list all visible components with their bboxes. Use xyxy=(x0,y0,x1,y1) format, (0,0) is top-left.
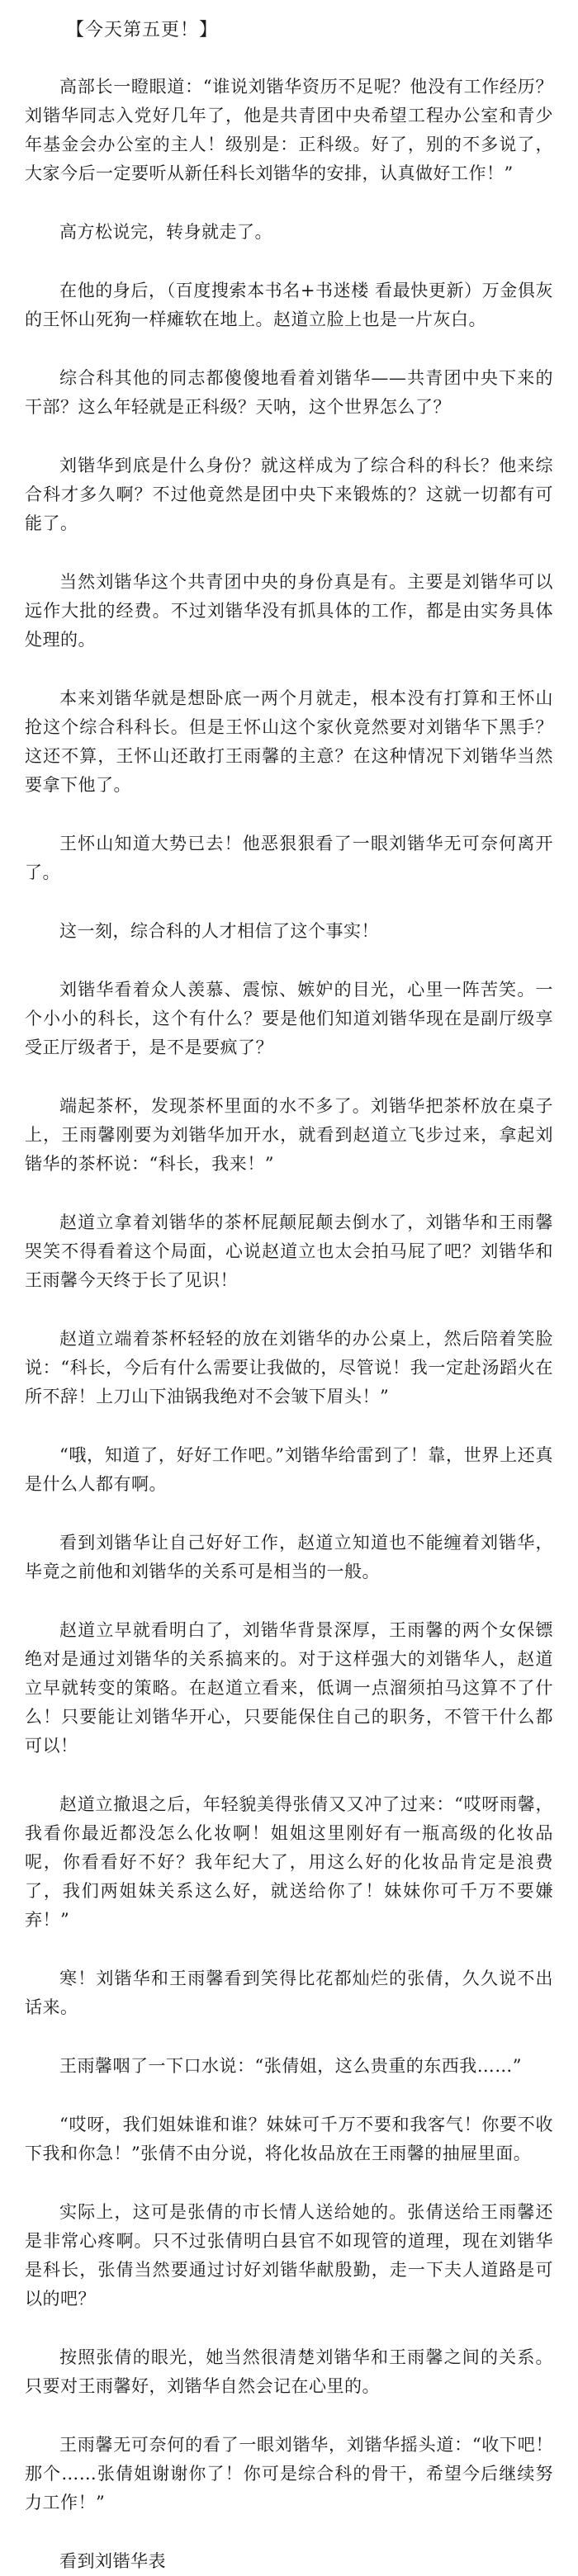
paragraph: 实际上，这可是张倩的市长情人送给她的。张倩送给王雨馨还是非常心疼啊。只不过张倩明白县官不如现管的道理，现在刘锴华是科长，张倩当然要通过讨好刘锴华献殷勤，走一下夫人道路是可以的吧？ xyxy=(25,2202,553,2309)
paragraph: 按照张倩的眼光，她当然很清楚刘锴华和王雨馨之间的关系。只要对王雨馨好，刘锴华自然会记在心里的。 xyxy=(25,2347,553,2396)
paragraph: 在他的身后，（百度搜索本书名+书迷楼 看最快更新）万金俱灰的王怀山死狗一样瘫软在地上。赵道立脸上也是一片灰白。 xyxy=(25,281,553,329)
paragraph: 高部长一瞪眼道：“谁说刘锴华资历不足呢？他没有工作经历？刘锴华同志入党好几年了，他是共青团中央希望工程办公室和青少年基金会办公室的主人！级别是：正科级。好了，别的不多说了，大家今后一定要听从新任科长刘锴华的安排，认真做好工作！” xyxy=(25,77,553,183)
paragraph: 看到刘锴华表 xyxy=(59,2551,166,2571)
chapter-title: 【今天第五更！】 xyxy=(66,20,219,40)
paragraph: 端起茶杯，发现茶杯里面的水不多了。刘锴华把茶杯放在桌子上，王雨馨刚要为刘锴华加开水，就看到赵道立飞步过来，拿起刘锴华的茶杯说：“科长，我来！” xyxy=(25,1096,553,1174)
paragraph: 赵道立端着茶杯轻轻的放在刘锴华的办公桌上，然后陪着笑脸说：“科长，今后有什么需要让我做的，尽管说！我一定赴汤蹈火在所不辞！上刀山下油锅我绝对不会皱下眉头！” xyxy=(25,1329,553,1406)
paragraph: “哎呀，我们姐妹谁和谁？妹妹可千万不要和我客气！你要不收下我和你急！”张倩不由分说，将化妆品放在王雨馨的抽屉里面。 xyxy=(25,2115,553,2163)
paragraph: 赵道立早就看明白了，刘锴华背景深厚，王雨馨的两个女保镖绝对是通过刘锴华的关系搞来的。对于这样强大的刘锴华人，赵道立早就转变的策略。在赵道立看来，低调一点溜须拍马这算不了什么！只要能让刘锴华开心，只要能保住自己的职务，不管干什么都可以！ xyxy=(25,1620,553,1756)
paragraph: 高方松说完，转身就走了。 xyxy=(59,222,272,242)
paragraph: 王怀山知道大势已去！他恶狠狠看了一眼刘锴华无可奈何离开了。 xyxy=(25,834,553,882)
paragraph: 寒！刘锴华和王雨馨看到笑得比花都灿烂的张倩，久久说不出话来。 xyxy=(25,1969,553,2017)
paragraph: 这一刻，综合科的人才相信了这个事实！ xyxy=(59,921,379,941)
paragraph: 当然刘锴华这个共青团中央的身份真是有。主要是刘锴华可以远作大批的经费。不过刘锴华没有抓具体的工作，都是由实务具体处理的。 xyxy=(25,572,553,650)
paragraph: 本来刘锴华就是想卧底一两个月就走，根本没有打算和王怀山抢这个综合科科长。但是王怀山这个家伙竟然要对刘锴华下黑手？这还不算，王怀山还敢打王雨馨的主意？在这种情况下刘锴华当然要拿下他了。 xyxy=(25,688,553,795)
paragraph: 王雨馨无可奈何的看了一眼刘锴华，刘锴华摇头道：“收下吧！那个……张倩姐谢谢你了！你可是综合科的骨干，希望今后继续努力工作！” xyxy=(25,2435,553,2512)
paragraph: 王雨馨咽了一下口水说：“张倩姐，这么贵重的东西我……” xyxy=(59,2056,522,2076)
paragraph: “哦，知道了，好好工作吧。”刘锴华给雷到了！靠，世界上还真是什么人都有啊。 xyxy=(25,1445,553,1494)
article-body xyxy=(25,73,553,2576)
paragraph: 看到刘锴华让自己好好工作，赵道立知道也不能缠着刘锴华，毕竟之前他和刘锴华的关系可是相当的一般。 xyxy=(25,1533,553,1581)
paragraph: 赵道立撤退之后，年轻貌美得张倩又又冲了过来：“哎呀雨馨，我看你最近都没怎么化妆啊！姐姐这里刚好有一瓶高级的化妆品呢，你看看好不好？我年纪大了，用这么好的化妆品肯定是浪费了，我们两姐妹关系这么好，就送给你了！妹妹你可千万不要嫌弃！” xyxy=(25,1794,553,1930)
paragraph: 刘锴华到底是什么身份？就这样成为了综合科的科长？他来综合科才多久啊？不过他竟然是团中央下来锻炼的？这就一切都有可能了。 xyxy=(25,456,553,533)
paragraph: 综合科其他的同志都傻傻地看着刘锴华——共青团中央下来的干部？这么年轻就是正科级？天呐，这个世界怎么了？ xyxy=(25,368,553,417)
paragraph: 赵道立拿着刘锴华的茶杯屁颠屁颠去倒水了，刘锴华和王雨馨哭笑不得看着这个局面，心说赵道立也太会拍马屁了吧？刘锴华和王雨馨今天终于长了见识！ xyxy=(25,1212,553,1290)
paragraph: 刘锴华看着众人羡慕、震惊、嫉妒的目光，心里一阵苦笑。一个小小的科长，这个有什么？要是他们知道刘锴华现在是副厅级享受正厅级者于，是不是要疯了？ xyxy=(25,980,553,1057)
